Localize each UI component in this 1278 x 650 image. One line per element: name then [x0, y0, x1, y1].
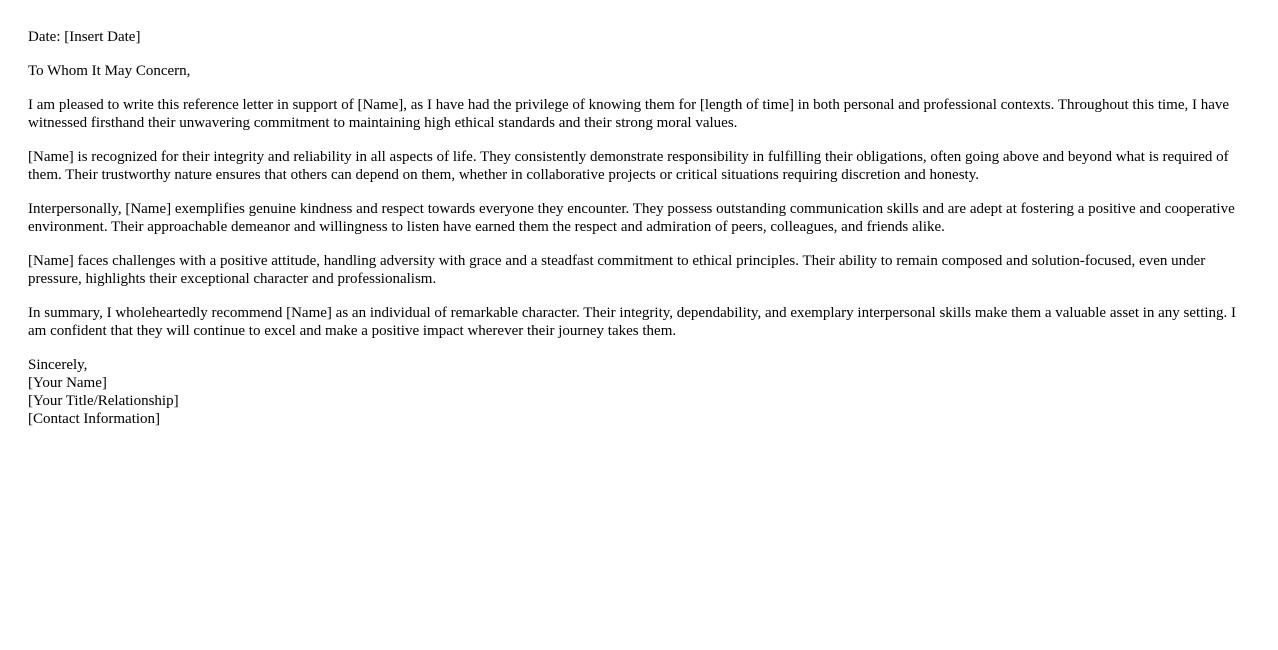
letter-paragraph-challenges: [Name] faces challenges with a positive attitude, handling adversity with grace and a steadfast commitment to ethical principles. Their ability to remain composed and solution-focused, even under pressure, highlights their exceptional character and professionalism. — [28, 253, 1206, 287]
letter-closing: Sincerely, — [28, 357, 88, 373]
reference-letter — [28, 28, 1250, 428]
signer-name: [Your Name] — [28, 375, 107, 391]
signer-contact: [Contact Information] — [28, 411, 161, 427]
letter-date: Date: [Insert Date] — [28, 29, 141, 45]
signer-title: [Your Title/Relationship] — [28, 393, 179, 409]
letter-paragraph-intro: I am pleased to write this reference letter in support of [Name], as I have had the privilege of knowing them for [length of time] in both personal and professional contexts. Throughout this time, I have witnessed firsthand their unwavering commitment to maintaining high ethical standards and their strong moral values. — [28, 97, 1230, 131]
signature-block — [28, 356, 1250, 428]
letter-paragraph-interpersonal: Interpersonally, [Name] exemplifies genuine kindness and respect towards everyone they encounter. They possess outstanding communication skills and are adept at fostering a positive and cooperative environment. Their approachable demeanor and willingness to listen have earned them the respect and admiration of peers, colleagues, and friends alike. — [28, 201, 1235, 235]
letter-paragraph-summary: In summary, I wholeheartedly recommend [Name] as an individual of remarkable character. Their integrity, dependability, and exemplary interpersonal skills make them a valuable asset in any setting. I am confident that they will continue to excel and make a positive impact wherever their journey takes them. — [28, 305, 1237, 339]
letter-paragraph-integrity: [Name] is recognized for their integrity and reliability in all aspects of life. They consistently demonstrate responsibility in fulfilling their obligations, often going above and beyond what is required of them. Their trustworthy nature ensures that others can depend on them, whether in collaborative projects or critical situations requiring discretion and honesty. — [28, 149, 1229, 183]
letter-salutation: To Whom It May Concern, — [28, 63, 191, 79]
